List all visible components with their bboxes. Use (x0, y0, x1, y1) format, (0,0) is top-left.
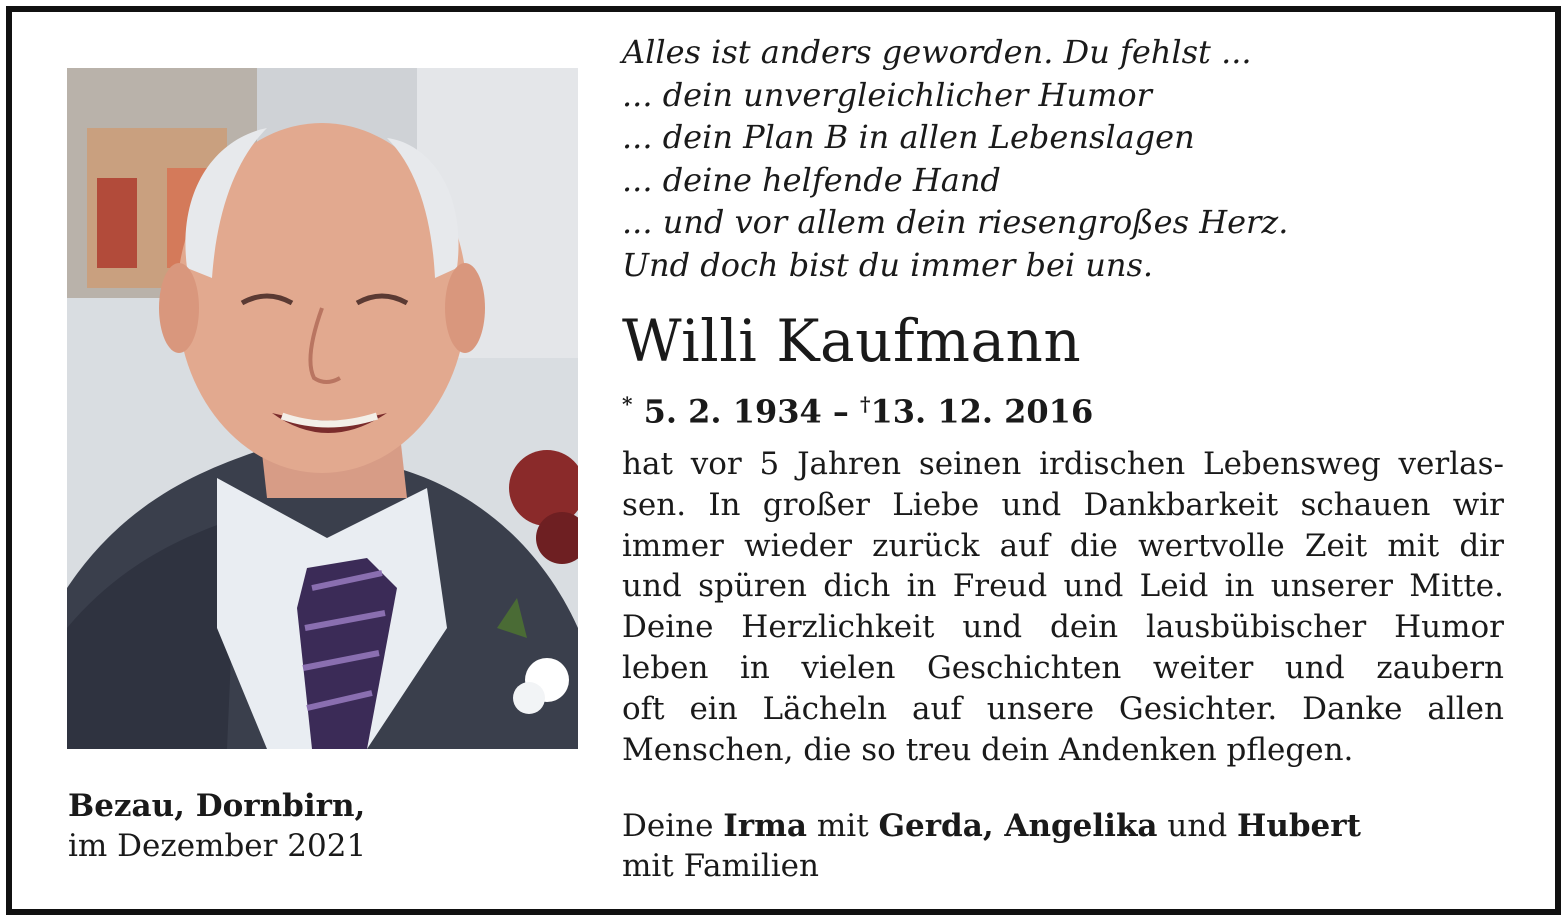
signature-word: mit (816, 808, 869, 844)
deceased-name: Willi Kaufmann (622, 307, 1082, 375)
birth-date: 5. 2. 1934 (643, 392, 822, 431)
poem-line: Und doch bist du immer bei uns. (622, 245, 1154, 284)
life-dates (622, 382, 1093, 434)
signature-word: und (1167, 808, 1228, 844)
place-and-date (68, 786, 366, 866)
poem-line: Alles ist anders geworden. Du fehlst ... (622, 33, 1252, 71)
poem-line: ... und vor allem dein riesengroßes Herz. (622, 203, 1289, 241)
signature-word: Deine (622, 808, 714, 844)
signature-name: Irma (723, 808, 808, 844)
obituary-text (622, 444, 1504, 770)
signature (622, 806, 1361, 886)
birth-symbol: * (622, 392, 633, 416)
date-separator: – (832, 392, 849, 431)
text-line: Menschen, die so treu dein Andenken pflegen. (622, 731, 1354, 768)
poem-line: ... deine helfende Hand (622, 160, 1001, 199)
signature-line-2: mit Familien (622, 848, 819, 884)
signature-name: Gerda, Angelika (878, 808, 1158, 844)
death-symbol: † (860, 392, 871, 416)
poem-line: ... dein unvergleichlicher Humor (622, 75, 1152, 114)
text-line: oft ein Lächeln auf unsere Gesichter. Danke allen (622, 690, 1504, 727)
text-line: und spüren dich in Freud und Leid in unserer Mitte. (622, 568, 1504, 605)
text-line: Deine Herzlichkeit und dein lausbübischer Humor (622, 609, 1504, 646)
portrait-photo (67, 68, 578, 749)
text-line: immer wieder zurück auf die wertvolle Zeit mit dir (622, 527, 1504, 564)
poem (622, 31, 1288, 286)
text-line: sen. In großer Liebe und Dankbarkeit schauen wir (622, 486, 1504, 523)
poem-line: ... dein Plan B in allen Lebenslagen (622, 118, 1195, 156)
signature-line-1 (622, 806, 1361, 846)
death-date: 13. 12. 2016 (870, 392, 1094, 431)
date: im Dezember 2021 (68, 828, 367, 864)
signature-name: Hubert (1237, 808, 1361, 844)
place: Bezau, Dornbirn, (68, 788, 366, 824)
text-line: hat vor 5 Jahren seinen irdischen Lebensweg verlas- (622, 446, 1504, 482)
text-line: leben in vielen Geschichten weiter und zaubern (622, 649, 1504, 686)
